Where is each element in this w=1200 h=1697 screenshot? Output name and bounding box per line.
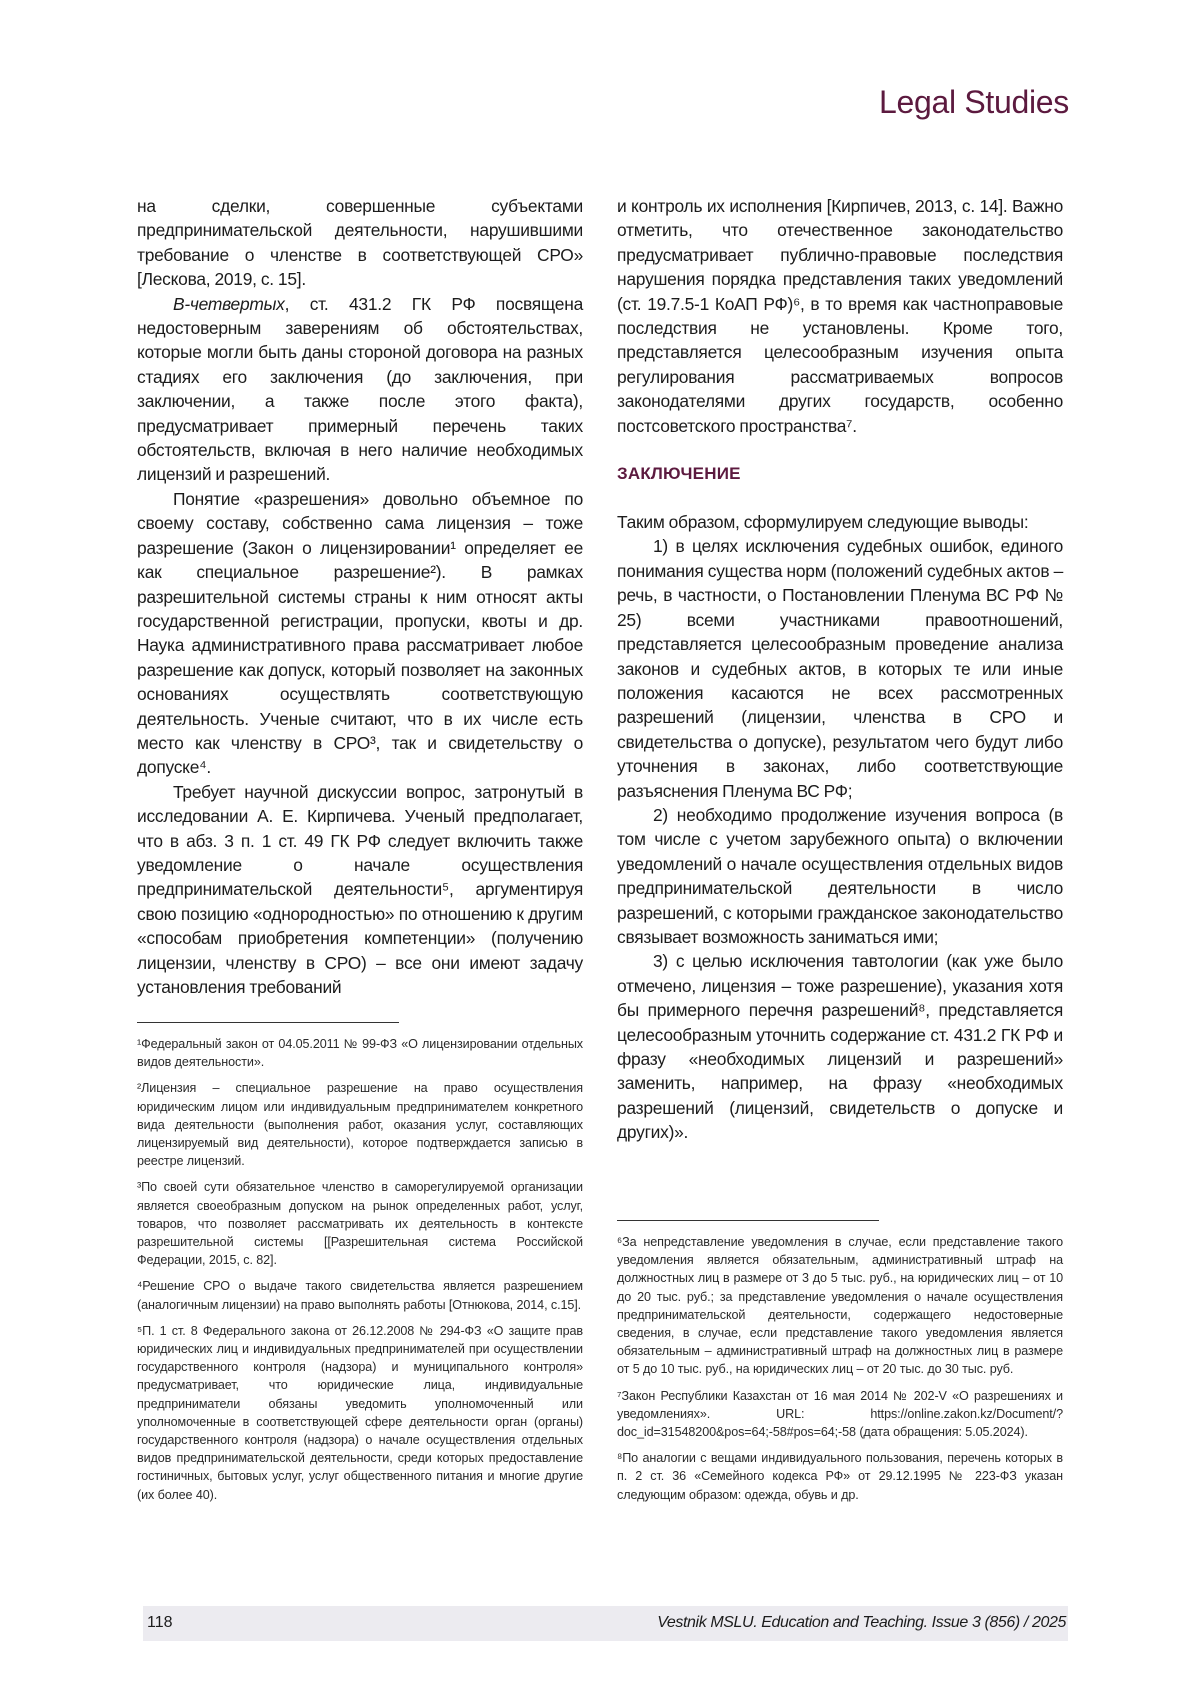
left-column — [137, 194, 583, 999]
section-title: Legal Studies — [879, 84, 1069, 121]
journal-title: Vestnik MSLU. Education and Teaching. Issue 3 (856) / 2025 — [657, 1614, 1066, 1632]
italic-lead: В-четвертых — [173, 294, 285, 314]
footnote-divider — [617, 1220, 879, 1221]
paragraph: Требует научной дискуссии вопрос, затронутый в исследовании А. Е. Кирпичева. Ученый предполагает, что в абз. 3 п. 1 ст. 49 ГК РФ следует включить также уведомление о начале осуществления предпринимательской деятельности⁵, аргументируя свою позицию «однородностью» по отношению к другим «способам приобретения компетенции» (получению лицензии, членству в СРО) – все они имеют задачу установления требований — [137, 780, 583, 1000]
right-column — [617, 194, 1063, 1145]
footnotes-left — [137, 1022, 583, 1512]
footnote: ³По своей сути обязательное членство в саморегулируемой организации является своеобразным допуском на рынок определенных работ, услуг, товаров, что позволяет рассматривать их деятельность в контексте разрешительной системы [[Разрешительная система Российской Федерации, 2015, с. 82]. — [137, 1178, 583, 1269]
footnote: ⁷Закон Республики Казахстан от 16 мая 2014 № 202-V «О разрешениях и уведомлениях». URL: https://online.zakon.kz/Document/?doc_id=31548200&pos=64;-58#pos=64;-58 (дата обращения: 5.05.2024). — [617, 1387, 1063, 1442]
paragraph: Таким образом, сформулируем следующие выводы: — [617, 510, 1063, 534]
paragraph: на сделки, совершенные субъектами предпринимательской деятельности, нарушившими требование о членстве в соответствующей СРО» [Лескова, 2019, с. 15]. — [137, 194, 583, 292]
list-item: 2) необходимо продолжение изучения вопроса (в том числе с учетом зарубежного опыта) о включении уведомлений о начале осуществления отдельных видов предпринимательской деятельности в число разрешений, с которыми гражданское законодательство связывает возможность заниматься ими; — [617, 803, 1063, 949]
section-heading: ЗАКЛЮЧЕНИЕ — [617, 464, 1063, 484]
list-item: 3) с целью исключения тавтологии (как уже было отмечено, лицензия – тоже разрешение), указания хотя бы примерного перечня разрешений⁸, представляется целесообразным уточнить содержание ст. 431.2 ГК РФ и фразу «необходимых лицензий и разрешений» заменить, например, на фразу «необходимых разрешений (лицензий, свидетельств о допуске и других)». — [617, 949, 1063, 1144]
footnote: ⁴Решение СРО о выдаче такого свидетельства является разрешением (аналогичным лицензии) на право выполнять работы [Отнюкова, 2014, с.15]. — [137, 1277, 583, 1313]
paragraph — [137, 292, 583, 487]
footnote: ⁶За непредставление уведомления в случае, если представление такого уведомления является обязательным, административный штраф на должностных лиц в размере от 3 до 5 тыс. руб., на юридических лиц – от 10 до 20 тыс. руб.; за представление уведомления о начале осуществления предпринимательской деятельности, содержащего недостоверные сведения, в случае, если представление такого уведомления является обязательным – административный штраф на должностных лиц в размере от 5 до 10 тыс. руб., на юридических лиц – от 20 тыс. до 30 тыс. руб. — [617, 1233, 1063, 1379]
footnote: ⁸По аналогии с вещами индивидуального пользования, перечень которых в п. 2 ст. 36 «Семейного кодекса РФ» от 29.12.1995 № 223-ФЗ указан следующим образом: одежда, обувь и др. — [617, 1449, 1063, 1504]
list-item: 1) в целях исключения судебных ошибок, единого понимания существа норм (положений судебных актов – речь, в частности, о Постановлении Пленума ВС РФ № 25) всеми участниками правоотношений, представляется целесообразным проведение анализа законов и судебных актов, в которых те или иные положения касаются не всех рассмотренных разрешений (лицензии, членства в СРО и свидетельства о допуске), результатом чего будут либо уточнения в законах, либо соответствующие разъяснения Пленума ВС РФ; — [617, 534, 1063, 802]
paragraph: Понятие «разрешения» довольно объемное по своему составу, собственно сама лицензия – тоже разрешение (Закон о лицензировании¹ определяет ее как специальное разрешение²). В рамках разрешительной системы страны к ним относят акты государственной регистрации, пропуски, квоты и др. Наука административного права рассматривает любое разрешение как допуск, который позволяет на законных основаниях осуществлять соответствующую деятельность. Ученые считают, что в их числе есть место как членству в СРО³, так и свидетельству о допуске⁴. — [137, 487, 583, 780]
footnote: ⁵П. 1 ст. 8 Федерального закона от 26.12.2008 № 294-ФЗ «О защите прав юридических лиц и индивидуальных предпринимателей при осуществлении государственного контроля (надзора) и муниципального контроля» предусматривает, что юридические лица, индивидуальные предприниматели обязаны уведомить уполномоченный или уполномоченные в соответствующей сфере деятельности орган (органы) государственного контроля (надзора) о начале осуществления отдельных видов предпринимательской деятельности, среди которых предоставление гостиничных, бытовых услуг, услуг общественного питания и многие другие (их более 40). — [137, 1322, 583, 1504]
paragraph: и контроль их исполнения [Кирпичев, 2013, с. 14]. Важно отметить, что отечественное законодательство предусматривает публично-правовые последствия нарушения порядка представления таких уведомлений (ст. 19.7.5-1 КоАП РФ)⁶, в то время как частноправовые последствия не установлены. Кроме того, представляется целесообразным изучения опыта регулирования рассматриваемых вопросов законодателями других государств, особенно постсоветского пространства⁷. — [617, 194, 1063, 438]
footnotes-right — [617, 1220, 1063, 1512]
footnote: ²Лицензия – специальное разрешение на право осуществления юридическим лицом или индивидуальным предпринимателем конкретного вида деятельности (выполнения работ, оказания услуг, составляющих лицензируемый вид деятельности), которое подтверждается записью в реестре лицензий. — [137, 1079, 583, 1170]
footnote: ¹Федеральный закон от 04.05.2011 № 99-ФЗ «О лицензировании отдельных видов деятельности». — [137, 1035, 583, 1071]
paragraph-text: , ст. 431.2 ГК РФ посвящена недостоверным заверениям об обстоятельствах, которые могли быть даны стороной договора на разных стадиях его заключения (до заключения, при заключении, а также после этого факта), предусматривает примерный перечень таких обстоятельств, включая в него наличие необходимых лицензий и разрешений. — [137, 294, 583, 485]
footnote-divider — [137, 1022, 399, 1023]
page-number: 118 — [147, 1614, 173, 1632]
page-footer — [143, 1606, 1068, 1641]
